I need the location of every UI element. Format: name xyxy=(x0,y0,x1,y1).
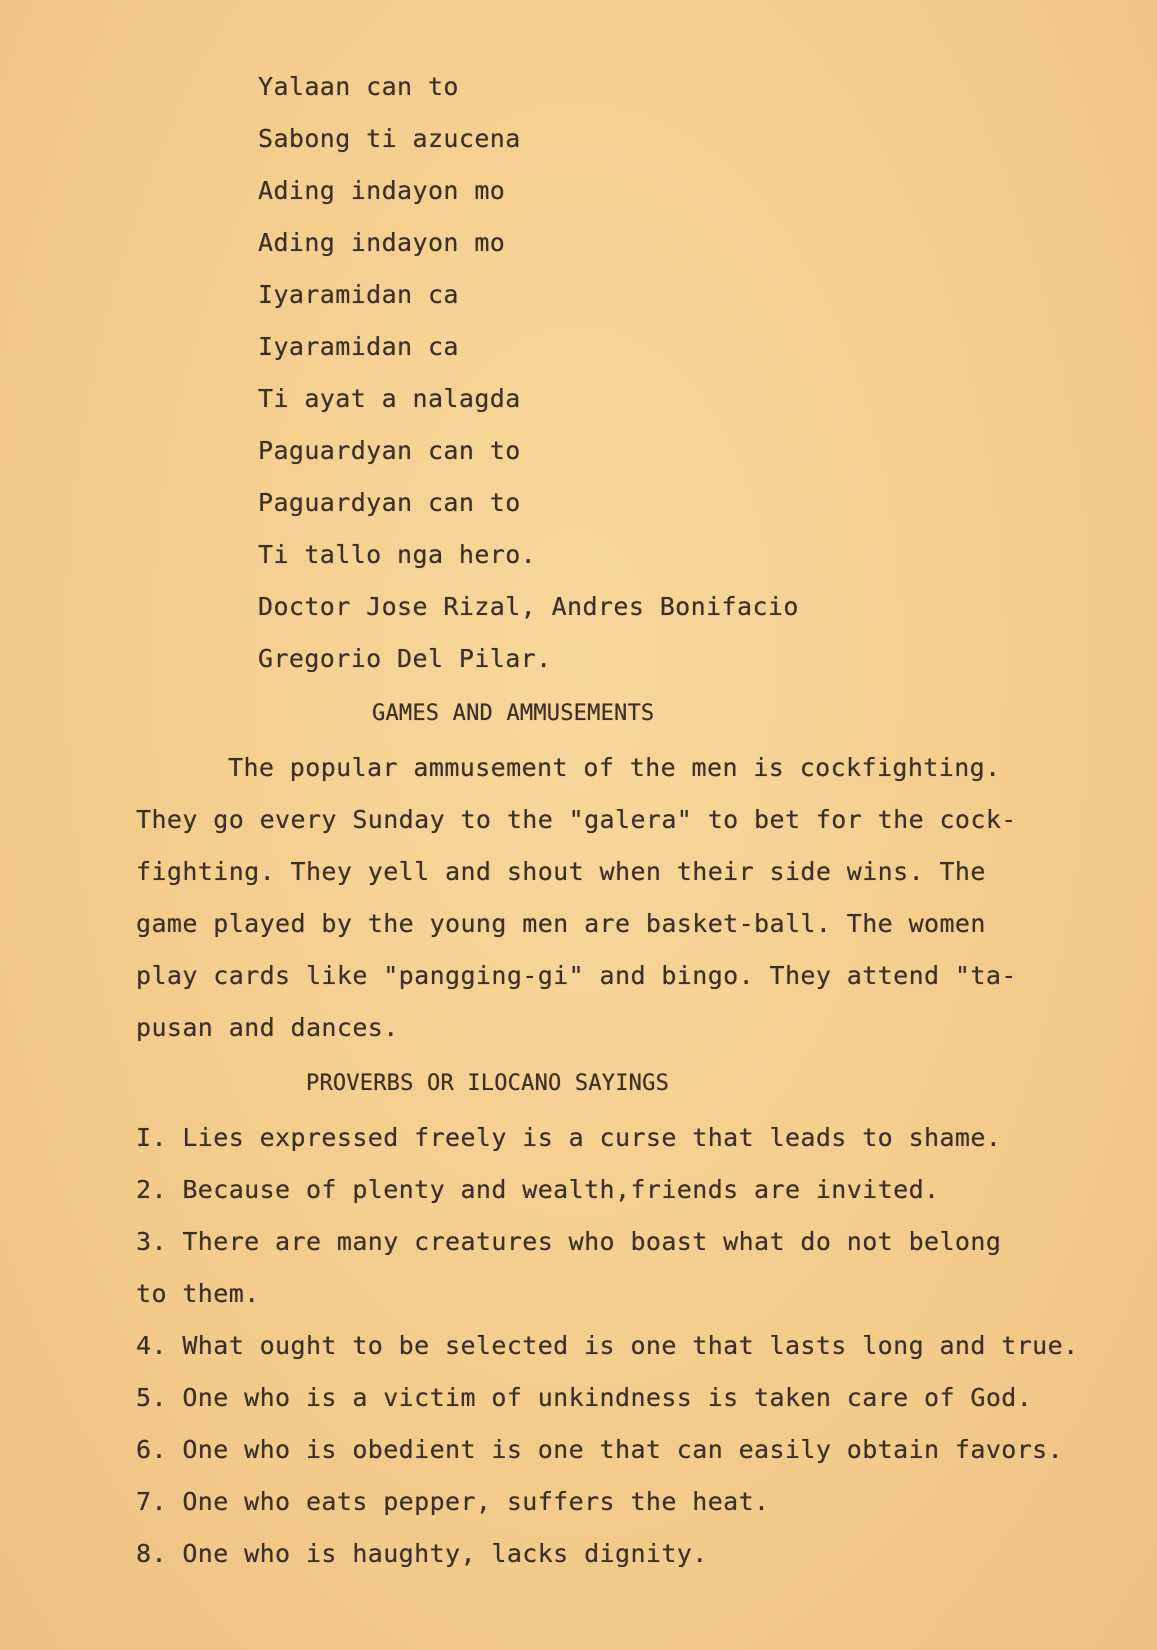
poem-line: Iyaramidan ca xyxy=(258,280,459,309)
games-paragraph-line: pusan and dances. xyxy=(136,1013,399,1042)
games-paragraph-line: fighting. They yell and shout when their side wins. The xyxy=(136,857,986,886)
proverb-item: 8. One who is haughty, lacks dignity. xyxy=(136,1539,708,1568)
poem-line: Paguardyan can to xyxy=(258,488,521,517)
games-paragraph-line: The popular ammusement of the men is cockfighting. xyxy=(228,753,1001,782)
proverb-item: 7. One who eats pepper, suffers the heat. xyxy=(136,1487,770,1516)
proverb-item: 3. There are many creatures who boast what do not belong xyxy=(136,1227,1002,1256)
games-paragraph-line: play cards like "pangging-gi" and bingo. They attend "ta- xyxy=(136,961,1017,990)
proverb-item: to them. xyxy=(136,1279,260,1308)
proverb-item: 4. What ought to be selected is one that lasts long and true. xyxy=(136,1331,1079,1360)
proverb-item: I. Lies expressed freely is a curse that leads to shame. xyxy=(136,1123,1002,1152)
poem-line: Ti tallo nga hero. xyxy=(258,540,537,569)
games-paragraph-line: They go every Sunday to the "galera" to bet for the cock- xyxy=(136,805,1017,834)
games-paragraph-line: game played by the young men are basket-ball. The women xyxy=(136,909,986,938)
proverbs-heading: PROVERBS OR ILOCANO SAYINGS xyxy=(306,1071,670,1096)
proverb-item: 5. One who is a victim of unkindness is taken care of God. xyxy=(136,1383,1033,1412)
proverb-item: 2. Because of plenty and wealth,friends are invited. xyxy=(136,1175,940,1204)
poem-line: Iyaramidan ca xyxy=(258,332,459,361)
poem-line: Ti ayat a nalagda xyxy=(258,384,521,413)
proverb-item: 6. One who is obedient is one that can easily obtain favors. xyxy=(136,1435,1064,1464)
games-heading: GAMES AND AMMUSEMENTS xyxy=(372,701,655,726)
poem-line: Yalaan can to xyxy=(258,72,459,101)
poem-line: Ading indayon mo xyxy=(258,228,506,257)
poem-line: Ading indayon mo xyxy=(258,176,506,205)
poem-line: Sabong ti azucena xyxy=(258,124,521,153)
poem-line: Paguardyan can to xyxy=(258,436,521,465)
poem-line: Doctor Jose Rizal, Andres Bonifacio xyxy=(258,592,799,621)
poem-line: Gregorio Del Pilar. xyxy=(258,644,552,673)
